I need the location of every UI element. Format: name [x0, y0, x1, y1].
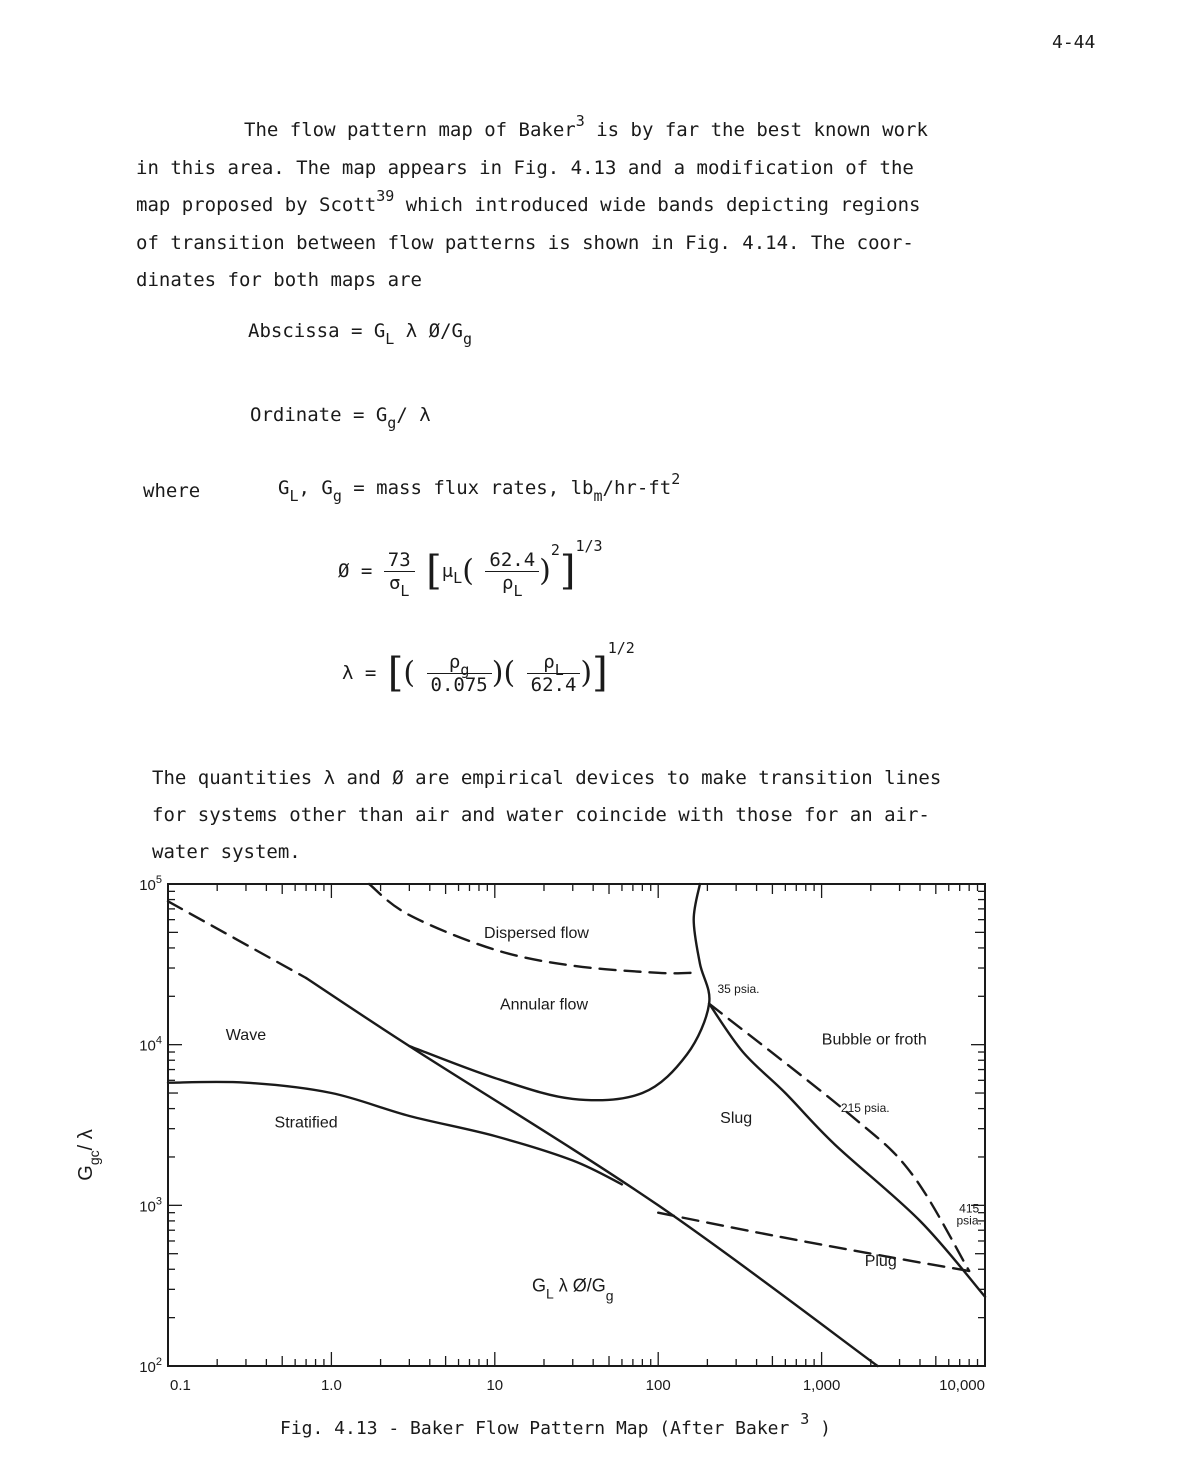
boundary-line-5 — [168, 901, 306, 978]
boundary-line-2 — [306, 978, 878, 1366]
para2-line3: water system. — [152, 841, 301, 863]
intro-paragraph — [136, 112, 986, 299]
y-tick-label: $10^2$ — [139, 1356, 162, 1376]
boundary-line-3 — [409, 884, 709, 1100]
chart-labels — [75, 874, 985, 1394]
region-label: Annular flow — [499, 996, 589, 1014]
para1-line2: in this area. The map appears in Fig. 4.13 and a modification of the — [136, 157, 914, 179]
para2-line2: for systems other than air and water coincide with those for an air- — [152, 804, 930, 826]
abscissa-label: $G_L$ λ $Ø/G_g$ — [531, 1275, 614, 1304]
para1-line1: The flow pattern map of Baker$^3$ is by far the best known work — [244, 112, 928, 141]
para1-line5: dinates for both maps are — [136, 269, 422, 291]
region-label: Plug — [864, 1252, 897, 1270]
y-tick-label: $10^5$ — [139, 874, 162, 894]
baker-flow-map-chart — [0, 870, 1182, 1415]
para2-line1: The quantities λ and Ø are empirical devices to make transition lines — [152, 767, 942, 789]
ordinate-equation: Ordinate = $G_g/$ λ — [250, 404, 431, 432]
pressure-label: psia. — [956, 1213, 982, 1228]
region-label: Dispersed flow — [484, 925, 589, 943]
region-label: Wave — [225, 1026, 267, 1044]
pressure-label: 215 psia. — [840, 1101, 890, 1116]
x-tick-label: 10,000 — [939, 1377, 985, 1394]
pressure-label: 35 psia. — [717, 981, 760, 996]
lambda-fraction-2: $\frac{\rho_L}{62.4}$ — [527, 651, 581, 696]
boundary-line-8 — [658, 1213, 969, 1271]
x-tick-label: 100 — [645, 1377, 671, 1394]
where-label: where — [143, 480, 201, 502]
lambda-fraction-1: $\frac{\rho_g}{0.075}$ — [427, 651, 492, 696]
abscissa-equation: Abscissa = $G_L$ λ $Ø/G_g$ — [248, 320, 472, 348]
quantities-paragraph — [152, 760, 1002, 871]
x-tick-label: 1.0 — [320, 1377, 342, 1394]
x-tick-label: 0.1 — [170, 1377, 191, 1394]
x-tick-label: 1,000 — [802, 1377, 841, 1394]
boundary-line-1 — [168, 1082, 622, 1185]
region-label: Bubble or froth — [821, 1031, 927, 1049]
y-tick-label: $10^4$ — [139, 1034, 162, 1055]
figure-caption: Fig. 4.13 - Baker Flow Pattern Map (After Baker $^3$ ) — [280, 1410, 831, 1439]
phi-equation: Ø = $\frac{73}{\sigma_L}$ [$\mu_L$( $\frac{62.4}{\rho_L}$ )$^2$]$^{1/3}$ — [338, 536, 603, 600]
phi-inner-fraction: $\frac{62.4}{\rho_L}$ — [485, 549, 539, 594]
para1-line3: map proposed by Scott$^{39}$ which introduced wide bands depicting regions — [136, 187, 921, 216]
lambda-equation: λ = [( $\frac{\rho_g}{0.075}$ )( $\frac{\rho_L}{62.4}$ )]$^{1/2}$ — [342, 638, 635, 696]
y-axis-label: $G_{gc}/$ λ — [75, 1129, 102, 1181]
pressure-label: 415 — [959, 1201, 980, 1216]
region-label: Stratified — [274, 1114, 338, 1132]
y-tick-label: $10^3$ — [139, 1195, 162, 1216]
page-number: 4-44 — [1052, 32, 1096, 53]
x-tick-label: 10 — [486, 1377, 504, 1394]
para1-line4: of transition between flow patterns is shown in Fig. 4.14. The coor- — [136, 232, 914, 254]
region-label: Slug — [720, 1110, 753, 1128]
mass-flux-definition: $G_L$, $G_g$ = mass flux rates, $lb_m/hr-ft^2$ — [278, 470, 681, 505]
phi-fraction: $\frac{73}{\sigma_L}$ — [384, 549, 415, 594]
